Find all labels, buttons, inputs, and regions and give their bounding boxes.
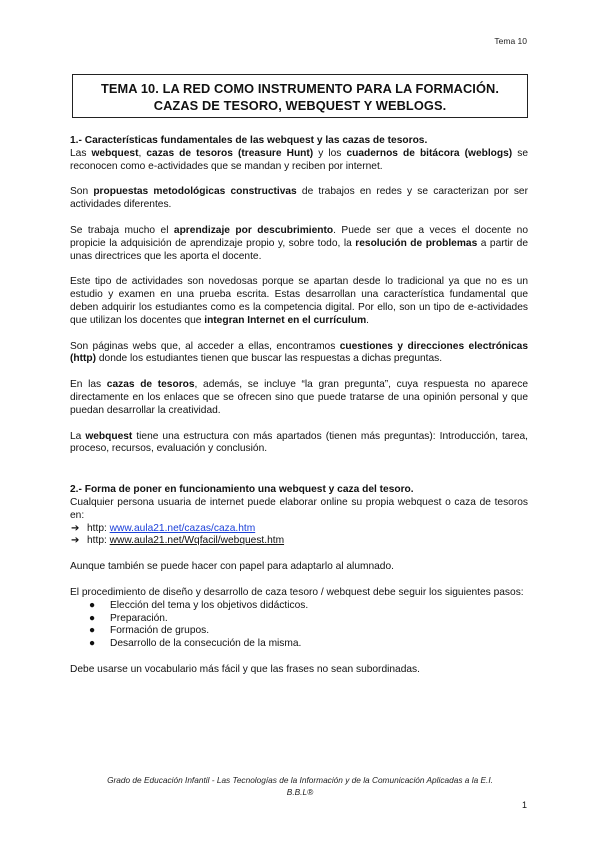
text: Son páginas webs que, al acceder a ellas, encontramos: [70, 340, 340, 352]
text: Las: [70, 147, 92, 159]
document-body: [70, 135, 528, 690]
paragraph-final: Debe usarse un vocabulario más fácil y que las frases no sean subordinadas.: [70, 663, 420, 675]
paragraph-2: [70, 186, 528, 212]
text: . Puede ser que a veces el docente no propicie la adquisición de aprendizaje propio y, sobre todo, la: [70, 224, 528, 249]
page-footer: [72, 774, 528, 798]
text: Este tipo de actividades son novedosas porque se apartan desde lo tradicional ya que no es un estudio y examen en una prueba escrita. Estas desarrollan una característica fundamental que deben adquirir los estudiantes como es la competencia digital. Por ello, son un tipo de e-actividades que utilizan los docentes que: [70, 276, 528, 326]
list-item: [70, 613, 528, 626]
text: ,: [138, 147, 147, 159]
text: de trabajos en redes y se caracterizan por ser actividades diferentes.: [70, 186, 528, 211]
bullet-icon: ●: [89, 625, 96, 637]
bold-term: resolución de problemas: [355, 237, 478, 249]
bold-term: cuadernos de bitácora (weblogs): [346, 147, 513, 159]
text: a partir de unas directrices que les aporta el docente.: [70, 237, 528, 262]
step-text: Desarrollo de la consecución de la misma.: [110, 638, 302, 650]
text: Son: [70, 186, 94, 198]
text: y los: [313, 147, 347, 159]
paragraph-3: [70, 225, 528, 263]
text: donde los estudiantes tienen que buscar las respuestas a dichas preguntas.: [96, 353, 443, 365]
text: Se trabaja mucho el: [70, 224, 174, 236]
list-item: [70, 625, 528, 638]
bold-term: cazas de tesoros (treasure Hunt): [146, 147, 314, 159]
bullet-icon: ●: [89, 599, 96, 611]
page-number: 1: [521, 800, 527, 810]
bold-term: cazas de tesoros: [106, 379, 195, 391]
link-prefix: http:: [87, 535, 110, 547]
section-1-heading: 1.- Características fundamentales de las webquest y las cazas de tesoros.: [70, 135, 428, 146]
footer-line-2: B.B.L®: [286, 787, 314, 797]
footer-line-1: Grado de Educación Infantil - Las Tecnologías de la Información y de la Comunicación Aplicadas a la E.I.: [107, 775, 493, 785]
link-prefix: http:: [87, 522, 110, 534]
text: La: [70, 430, 86, 442]
arrow-icon: ➔: [71, 522, 80, 534]
list-item: [70, 638, 528, 651]
bold-term: webquest: [91, 147, 139, 159]
paragraph-1: [70, 148, 528, 174]
section-2-intro: Cualquier persona usuaria de internet puede elaborar online su propia webquest o caza de tesoros en:: [70, 496, 528, 521]
step-text: Formación de grupos.: [110, 625, 210, 637]
text: En las: [70, 379, 107, 391]
paragraph-5: [70, 341, 528, 367]
bullet-icon: ●: [89, 612, 96, 624]
link-item: [70, 523, 528, 536]
text: se reconocen como e-actividades que se mandan y reciben por internet.: [70, 147, 528, 172]
page-title: [72, 74, 528, 118]
bold-term: integran Internet en el currículum: [204, 314, 367, 326]
step-text: Preparación.: [110, 612, 168, 624]
paragraph-7: [70, 431, 528, 457]
text: , además, se incluye “la gran pregunta”, cuya respuesta no aparece directamente en los enlaces que se ofrecen sino que puede tratarse de una opinión personal y que puedan desarrollar la creatividad.: [70, 379, 528, 416]
paragraph-4: [70, 276, 528, 327]
running-header: Tema 10: [494, 36, 527, 46]
bold-term: aprendizaje por descubrimiento: [173, 224, 334, 236]
list-item: [70, 600, 528, 613]
webquest-link[interactable]: www.aula21.net/Wqfacil/webquest.htm: [109, 535, 285, 547]
text: .: [366, 314, 369, 326]
bold-term: cuestiones y direcciones electrónicas (http): [70, 340, 528, 365]
bullet-icon: ●: [89, 638, 96, 650]
steps-list: [70, 600, 528, 651]
title-line-1: TEMA 10. LA RED COMO INSTRUMENTO PARA LA FORMACIÓN.: [100, 81, 499, 96]
paragraph-6: [70, 379, 528, 417]
step-text: Elección del tema y los objetivos didácticos.: [110, 599, 309, 611]
paragraph-steps: El procedimiento de diseño y desarrollo de caza tesoro / webquest debe seguir los siguientes pasos:: [70, 586, 524, 598]
bold-term: propuestas metodológicas constructivas: [93, 186, 297, 198]
paragraph-paper: Aunque también se puede hacer con papel para adaptarlo al alumnado.: [70, 561, 394, 573]
title-line-2: CAZAS DE TESORO, WEBQUEST Y WEBLOGS.: [153, 98, 447, 113]
section-2-heading: 2.- Forma de poner en funcionamiento una webquest y caza del tesoro.: [70, 484, 414, 496]
caza-link[interactable]: www.aula21.net/cazas/caza.htm: [109, 522, 256, 534]
link-list: [70, 523, 528, 549]
arrow-icon: ➔: [71, 535, 80, 547]
bold-term: webquest: [85, 430, 133, 442]
text: tiene una estructura con más apartados (tienen más preguntas): Introducción, tarea, proceso, recursos, evaluación y conclusión.: [70, 430, 529, 455]
link-item: [70, 535, 528, 548]
